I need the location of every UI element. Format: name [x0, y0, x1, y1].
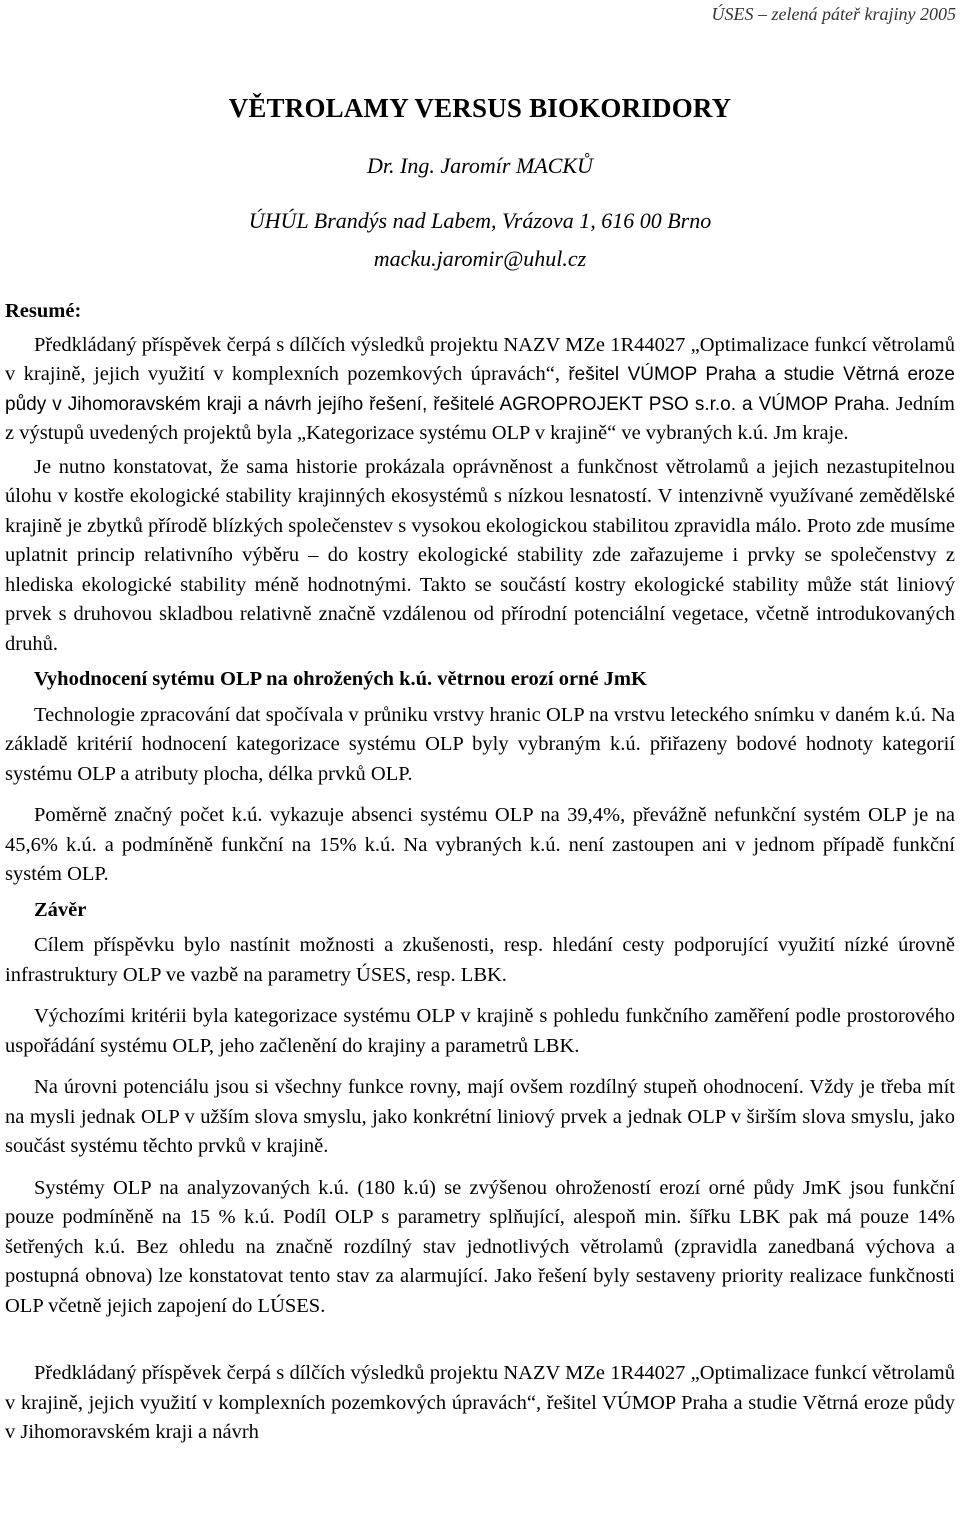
section-heading-conclusion: Závěr	[34, 898, 87, 921]
conclusion-paragraph-3: Na úrovni potenciálu jsou si všechny funkce rovny, mají ovšem rozdílný stupeň ohodnocení. Vždy je třeba mít na mysli jednak OLP v užším slova smyslu, jako konkrétní liniový prvek a jednak OLP v širším slova smyslu, jako součást systému těchto prvků v krajině.	[5, 1076, 955, 1157]
resume-paragraph-1	[5, 331, 955, 449]
resume-heading: Resumé:	[5, 300, 82, 322]
running-header: ÚSES – zelená páteř krajiny 2005	[711, 4, 956, 24]
resume-p1-part3: Jedním z výstupů uvedených projektů byla „Kategorizace systému OLP v krajině“ ve vybraných k.ú. Jm kraje.	[5, 392, 955, 444]
conclusion-paragraph-1: Cílem příspěvku bylo nastínit možnosti a zkušenosti, resp. hledání cesty podporující využití nízké úrovně infrastruktury OLP ve vazbě na parametry ÚSES, resp. LBK.	[5, 934, 955, 986]
evaluation-paragraph-2: Poměrně značný počet k.ú. vykazuje absenci systému OLP na 39,4%, převážně nefunkční systém OLP je na 45,6% k.ú. a podmíněně funkční na 15% k.ú. Na vybraných k.ú. není zastoupen ani v jednom případě funkční systém OLP.	[5, 804, 955, 885]
paper-title: VĚTROLAMY VERSUS BIOKORIDORY	[228, 93, 732, 123]
resume-paragraph-2: Je nutno konstatovat, že sama historie prokázala oprávněnost a funkčnost větrolamů a jejich nezastupitelnou úlohu v kostře ekologické stability krajinných ekosystémů s nízkou lesnatostí. V intenzivně využívané zemědělské krajině je zbytků přírodě blízkých společenstev s vysokou ekologickou stabilitou zpravidla málo. Proto zde musíme uplatnit princip relativního výběru – do kostry ekologické stability zde zařazujeme i prvky se společenstvy z hlediska ekologické stability méně hodnotnými. Takto se součástí kostry ekologické stability může stát liniový prvek s druhovou skladbou relativně značně vzdálenou od přírodní potenciální vegetace, včetně introdukovaných druhů.	[5, 455, 955, 655]
resume-p1-part2: řešitel VÚMOP Praha a studie Větrná eroze půdy v Jihomoravském kraji a návrh jejího řešení, řešitelé AGROPROJEKT PSO s.r.o. a VÚMOP Praha.	[5, 364, 955, 415]
section-heading-evaluation: Vyhodnocení sytému OLP na ohrožených k.ú. větrnou erozí orné JmK	[34, 668, 647, 690]
evaluation-paragraph-1: Technologie zpracování dat spočívala v průniku vrstvy hranic OLP na vrstvu leteckého snímku v daném k.ú. Na základě kritérií hodnocení kategorizace systému OLP byly vybraným k.ú. přiřazeny bodové hodnoty kategorií systému OLP a atributy plocha, délka prvků OLP.	[5, 703, 955, 785]
conclusion-paragraph-2: Výchozími kritérii byla kategorizace systému OLP v krajině s pohledu funkčního zaměření podle prostorového uspořádání systému OLP, jeho začlenění do krajiny a parametrů LBK.	[5, 1005, 955, 1057]
repeated-intro-paragraph: Předkládaný příspěvek čerpá s dílčích výsledků projektu NAZV MZe 1R44027 „Optimalizace funkcí větrolamů v krajině, jejich využití v komplexních pozemkových úpravách“, řešitel VÚMOP Praha a studie Větrná eroze půdy v Jihomoravském kraji a návrh	[5, 1362, 955, 1443]
author-email: macku.jaromir@uhul.cz	[373, 246, 587, 271]
resume-p1-part1: Předkládaný příspěvek čerpá s dílčích výsledků projektu NAZV MZe 1R44027 „Optimalizace funkcí větrolamů v krajině, jejich využití v komplexních pozemkových úpravách“,	[5, 333, 955, 385]
author-name: Dr. Ing. Jaromír MACKŮ	[367, 153, 593, 178]
author-affiliation: ÚHÚL Brandýs nad Labem, Vrázova 1, 616 00 Brno	[248, 208, 712, 233]
document-body	[5, 297, 955, 1448]
conclusion-paragraph-4: Systémy OLP na analyzovaných k.ú. (180 k.ú) se zvýšenou ohrožeností erozí orné půdy JmK jsou funkční pouze podmíněně na 15 % k.ú. Podíl OLP s parametry splňující, alespoň min. šířku LBK pak má pouze 14% šetřených k.ú. Bez ohledu na značně rozdílný stav jednotlivých větrolamů (zpravidla zanedbaná výchova a postupná obnova) lze konstatovat tento stav za alarmující. Jako řešení byly sestaveny priority realizace funkčnosti OLP včetně jejich zapojení do LÚSES.	[5, 1176, 955, 1317]
